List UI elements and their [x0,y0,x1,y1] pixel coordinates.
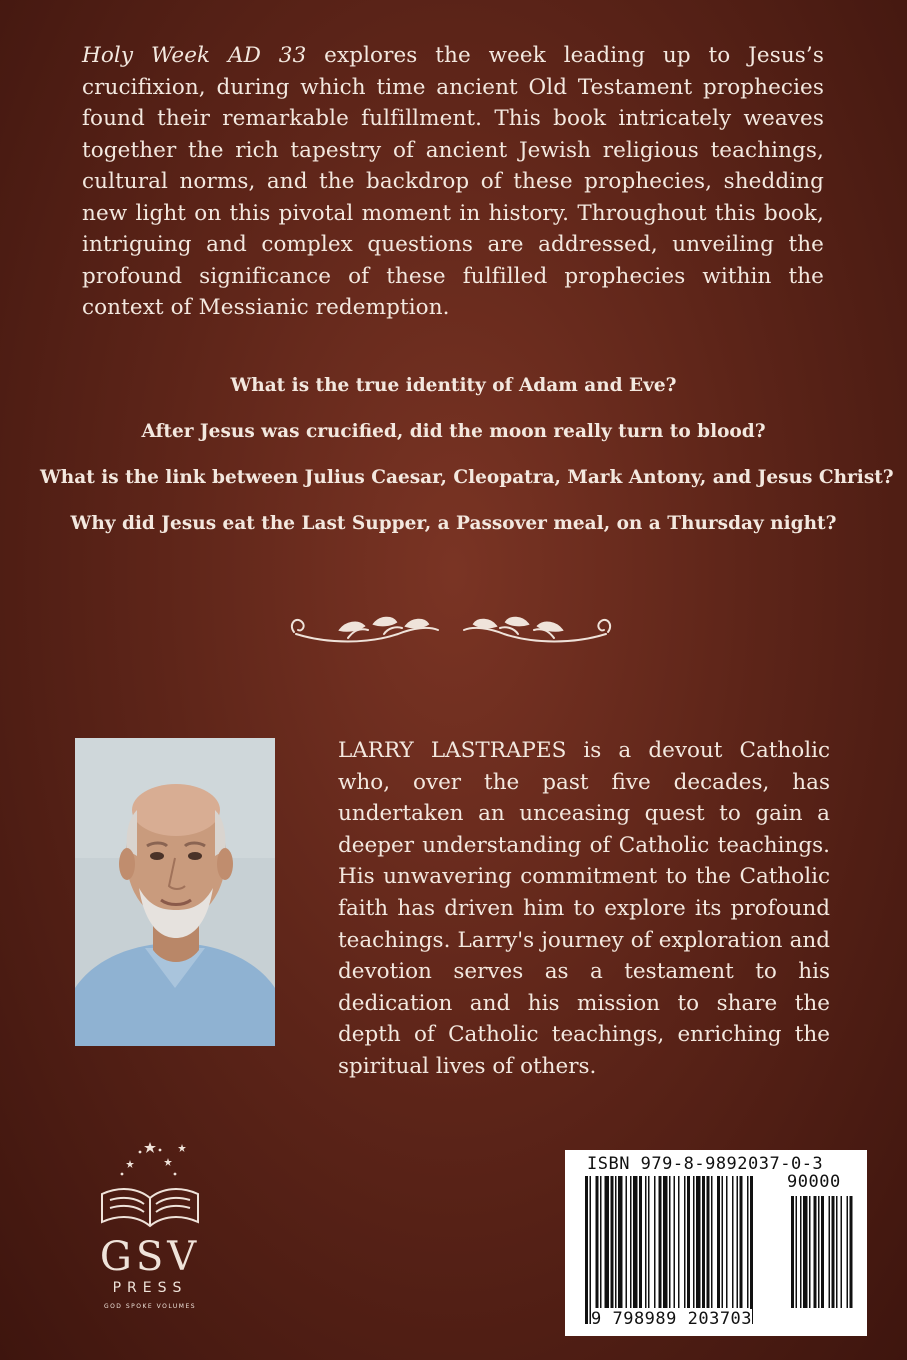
isbn-barcode [565,1150,867,1336]
publisher-logo [80,1140,220,1320]
question-item: What is the true identity of Adam and Eve? [230,375,677,396]
publisher-name: GSV [99,1234,201,1280]
barcode-digits: 9 798989 203703 [591,1309,753,1329]
price-code: 90000 [787,1172,841,1192]
publisher-tagline: GOD SPOKE VOLUMES [103,1303,197,1310]
isbn-label: ISBN 979-8-9892037-0-3 [587,1154,824,1174]
description-paragraph [82,40,824,324]
question-item: What is the link between Julius Caesar, Cleopatra, Mark Antony, and Jesus Christ? [40,467,894,488]
book-title: Holy Week AD 33 [82,43,307,68]
barcode-bars-icon [585,1176,857,1324]
description-text: explores the week leading up to Jesus’s crucifixion, during which time ancient Old Testament prophecies found their remarkable fulfillment. This book intricately weaves together the rich tapestry of ancient Jewish religious teachings, cultural norms, and the backdrop of these prophecies, shedding new light on this pivotal moment in history. Throughout this book, intriguing and complex questions are addressed, unveiling the profound significance of these fulfilled prophecies within the context of Messianic redemption. [82,43,824,320]
publisher-sub: PRESS [112,1280,188,1296]
star-icon [121,1142,186,1175]
question-item: After Jesus was crucified, did the moon really turn to blood? [141,421,766,442]
question-item: Why did Jesus eat the Last Supper, a Passover meal, on a Thursday night? [70,513,837,534]
author-photo [75,738,275,1046]
author-bio: LARRY LASTRAPES is a devout Catholic who, over the past five decades, has undertaken an unceasing quest to gain a deeper understanding of Catholic teachings. His unwavering commitment to the Catholic faith has driven him to explore its profound teachings. Larry's journey of exploration and devotion serves as a testament to his dedication and his mission to share the depth of Catholic teachings, enriching the spiritual lives of others. [338,738,830,1079]
flourish-divider-icon [288,608,614,650]
question-list [40,370,894,554]
